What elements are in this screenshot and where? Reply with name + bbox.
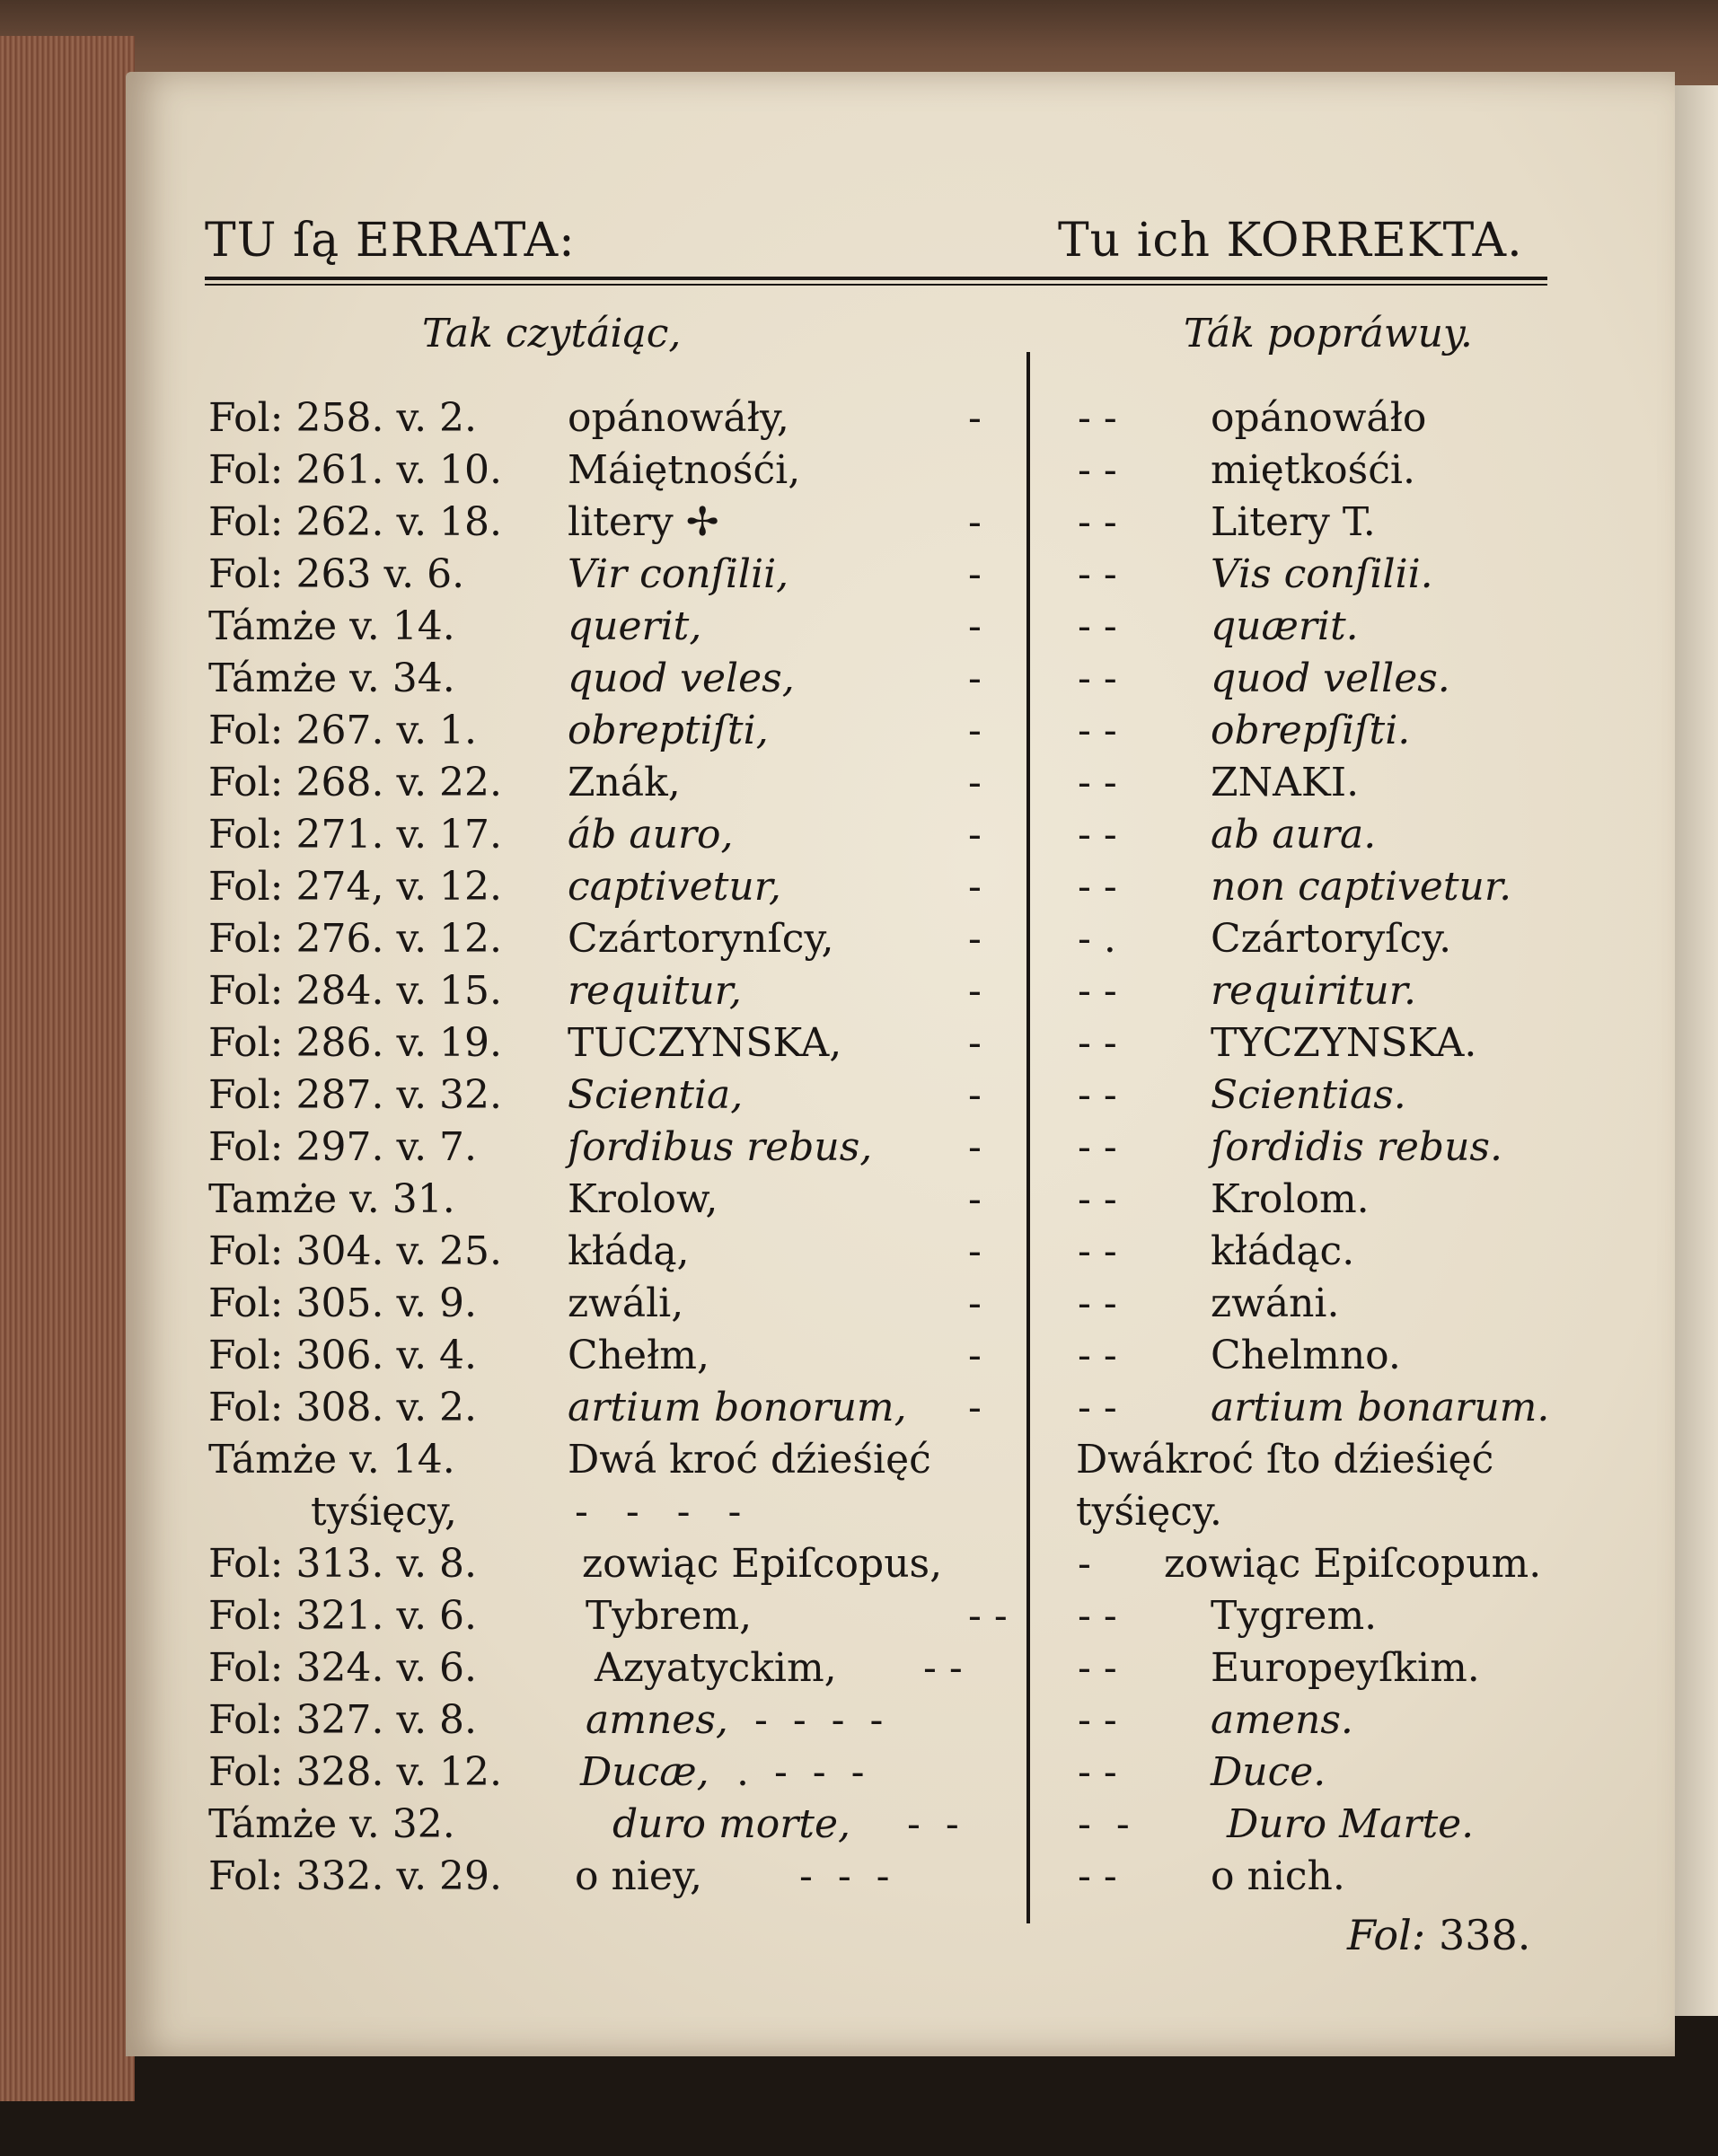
dash: -: [968, 916, 982, 962]
ref: Fol: 263 v. 6.: [208, 551, 465, 597]
errata-row: [0, 447, 1718, 499]
error-text: TUCZYNSKA,: [568, 1020, 842, 1066]
dash: - -: [1078, 812, 1117, 858]
errata-row: [0, 1697, 1718, 1749]
correction-text: Litery T.: [1211, 499, 1376, 545]
error-text: Znák,: [568, 760, 681, 805]
dash: -: [968, 1124, 982, 1170]
errata-row: [0, 656, 1718, 708]
dash: - -: [1078, 551, 1117, 597]
correction-text: requiritur.: [1211, 968, 1416, 1014]
dash: - -: [1078, 708, 1117, 753]
dash: - -: [1078, 1593, 1117, 1639]
header-errata: TU ſą ERRATA:: [205, 214, 576, 268]
dash: - -: [1078, 1697, 1117, 1743]
ref: Fol: 332. v. 29.: [208, 1853, 503, 1899]
dash: - -: [1078, 656, 1117, 701]
correction-text: Czártoryſcy.: [1211, 916, 1452, 962]
ref: Fol: 284. v. 15.: [208, 968, 503, 1014]
ref: Fol: 262. v. 18.: [208, 499, 503, 545]
correction-text: Tygrem.: [1211, 1593, 1378, 1639]
correction-text: TYCZYNSKA.: [1211, 1020, 1477, 1066]
correction-text: quærit.: [1211, 603, 1359, 649]
ref: Támże v. 14.: [208, 603, 455, 649]
dash: -: [968, 812, 982, 858]
ref: Fol: 313. v. 8.: [208, 1541, 478, 1587]
errata-row: [0, 603, 1718, 656]
dash: - -: [1078, 1020, 1117, 1066]
ref: Fol: 287. v. 32.: [208, 1072, 503, 1118]
correction-text-line2: tyśięcy.: [1076, 1489, 1222, 1535]
dash: - -: [1078, 1749, 1117, 1795]
dash: - -: [1078, 1072, 1117, 1118]
ref: Fol: 276. v. 12.: [208, 916, 503, 962]
errata-row: [0, 1541, 1718, 1593]
errata-row: [0, 1593, 1718, 1645]
dash: - .: [1078, 916, 1116, 962]
dash: -: [968, 968, 982, 1014]
subheader-read: Tak czytáiąc,: [422, 311, 682, 356]
dash: - -: [968, 1593, 1008, 1639]
correction-text: ZNAKI.: [1211, 760, 1360, 805]
errata-row: [0, 1176, 1718, 1228]
errata-row: [0, 760, 1718, 812]
ref: Fol: 271. v. 17.: [208, 812, 503, 858]
header-korrekta: Tu ich KORREKTA.: [1058, 214, 1523, 268]
error-text: Azyatyckim,: [595, 1645, 837, 1691]
dash: -: [968, 499, 982, 545]
ref: Fol: 261. v. 10.: [208, 447, 503, 493]
ref: Fol: 321. v. 6.: [208, 1593, 478, 1639]
error-text: Krolow,: [568, 1176, 718, 1222]
errata-row: [0, 812, 1718, 864]
dash: -: [968, 1020, 982, 1066]
dash: -: [968, 395, 982, 441]
catchword: [1347, 1911, 1530, 1959]
errata-row: [0, 551, 1718, 603]
dash: - -: [1078, 1333, 1117, 1378]
error-text: litery ✢: [568, 499, 719, 545]
subheader-correct: Ták popráwuy.: [1184, 311, 1473, 356]
dash: -: [968, 656, 982, 701]
catchword-label: Fol:: [1347, 1911, 1426, 1959]
dash: - -: [1078, 1280, 1117, 1326]
ref: Fol: 306. v. 4.: [208, 1333, 478, 1378]
errata-row: [0, 1020, 1718, 1072]
errata-row: [0, 916, 1718, 968]
correction-text: Europeyſkim.: [1211, 1645, 1480, 1691]
dash: . - - -: [736, 1749, 865, 1795]
dash: - -: [1078, 864, 1117, 910]
errata-row: [0, 968, 1718, 1020]
header-rule: [205, 277, 1547, 280]
correction-text: o nich.: [1211, 1853, 1345, 1899]
error-text-line1: Dwá kroć dźieśięć: [568, 1437, 931, 1483]
ref: Fol: 305. v. 9.: [208, 1280, 478, 1326]
dash: - - - -: [575, 1489, 742, 1535]
errata-row: [0, 864, 1718, 916]
dash: - - -: [799, 1853, 890, 1899]
error-text: querit,: [568, 603, 702, 649]
dash: - -: [923, 1645, 963, 1691]
errata-row: [0, 1853, 1718, 1905]
dash: - -: [1078, 1124, 1117, 1170]
error-text: ſordibus rebus,: [568, 1124, 873, 1170]
header-rule-thin: [205, 284, 1547, 286]
correction-text: quod velles.: [1211, 656, 1450, 701]
dash: - -: [1078, 499, 1117, 545]
error-text: opánowáły,: [568, 395, 789, 441]
error-text: zowiąc Epiſcopus,: [582, 1541, 943, 1587]
ref: Támże v. 34.: [208, 656, 455, 701]
error-text: obreptiſti,: [568, 708, 769, 753]
ref: Támże v. 32.: [208, 1801, 455, 1847]
errata-row: [0, 1645, 1718, 1697]
dash: - - - -: [754, 1697, 884, 1743]
dash: -: [968, 1228, 982, 1274]
correction-text: opánowáło: [1211, 395, 1427, 441]
dash: -: [968, 760, 982, 805]
correction-text: Duro Marte.: [1227, 1801, 1475, 1847]
errata-row: [0, 499, 1718, 551]
errata-row: [0, 1385, 1718, 1437]
error-text: zwáli,: [568, 1280, 684, 1326]
error-text: amnes,: [586, 1697, 728, 1743]
errata-row: [0, 708, 1718, 760]
correction-text: zowiąc Epiſcopum.: [1164, 1541, 1542, 1587]
ref: Fol: 324. v. 6.: [208, 1645, 478, 1691]
correction-text: ab aura.: [1211, 812, 1377, 858]
ref: Tamże v. 31.: [208, 1176, 455, 1222]
error-text: Scientia,: [568, 1072, 744, 1118]
errata-row: [0, 1333, 1718, 1385]
dash: -: [968, 1385, 982, 1430]
error-text: Ducæ,: [580, 1749, 709, 1795]
correction-text: Vis conſilii.: [1211, 551, 1433, 597]
correction-text: ſordidis rebus.: [1211, 1124, 1502, 1170]
dash: - -: [1078, 603, 1117, 649]
dash: - -: [1078, 1801, 1130, 1847]
errata-row: [0, 395, 1718, 447]
errata-row: [0, 1072, 1718, 1124]
error-text: duro morte,: [612, 1801, 850, 1847]
errata-row-special-cont: [0, 1489, 1718, 1541]
dash: - -: [907, 1801, 959, 1847]
errata-row: [0, 1228, 1718, 1280]
dash: - -: [1078, 1853, 1117, 1899]
dash: - -: [1078, 395, 1117, 441]
dash: -: [1078, 1541, 1091, 1587]
dash: -: [968, 864, 982, 910]
correction-text-line1: Dwákroć ſto dźieśięć: [1076, 1437, 1494, 1483]
dash: - -: [1078, 760, 1117, 805]
dash: -: [968, 708, 982, 753]
error-text: Vir conſilii,: [568, 551, 789, 597]
ref: Fol: 268. v. 22.: [208, 760, 503, 805]
ref: Fol: 328. v. 12.: [208, 1749, 503, 1795]
correction-text: kłádąc.: [1211, 1228, 1355, 1274]
dash: -: [968, 603, 982, 649]
correction-text: Krolom.: [1211, 1176, 1370, 1222]
errata-row: [0, 1280, 1718, 1333]
correction-text: zwáni.: [1211, 1280, 1340, 1326]
ref: Támże v. 14.: [208, 1437, 455, 1483]
error-text: Chełm,: [568, 1333, 710, 1378]
correction-text: obrepſiſti.: [1211, 708, 1411, 753]
dash: -: [968, 1280, 982, 1326]
errata-row: [0, 1749, 1718, 1801]
error-text: áb auro,: [568, 812, 734, 858]
correction-text: Scientias.: [1211, 1072, 1406, 1118]
error-text: captivetur,: [568, 864, 781, 910]
ref: Fol: 327. v. 8.: [208, 1697, 478, 1743]
errata-row: [0, 1124, 1718, 1176]
ref: Fol: 274, v. 12.: [208, 864, 503, 910]
dash: - -: [1078, 968, 1117, 1014]
dash: - -: [1078, 1228, 1117, 1274]
dash: -: [968, 551, 982, 597]
dash: - -: [1078, 1176, 1117, 1222]
error-text: requitur,: [568, 968, 742, 1014]
correction-text: non captivetur.: [1211, 864, 1512, 910]
ref: Fol: 304. v. 25.: [208, 1228, 503, 1274]
dash: -: [968, 1333, 982, 1378]
ref: Fol: 297. v. 7.: [208, 1124, 478, 1170]
ref: Fol: 267. v. 1.: [208, 708, 478, 753]
error-text: quod veles,: [568, 656, 795, 701]
error-text-line2: tyśięcy,: [311, 1489, 457, 1535]
dash: - -: [1078, 447, 1117, 493]
correction-text: Duce.: [1211, 1749, 1326, 1795]
dash: - -: [1078, 1385, 1117, 1430]
error-text: Czártorynſcy,: [568, 916, 834, 962]
error-text: o niey,: [575, 1853, 702, 1899]
dash: -: [968, 1072, 982, 1118]
ref: Fol: 258. v. 2.: [208, 395, 478, 441]
correction-text: artium bonarum.: [1211, 1385, 1550, 1430]
dash: - -: [1078, 1645, 1117, 1691]
ref: Fol: 286. v. 19.: [208, 1020, 503, 1066]
correction-text: Chelmno.: [1211, 1333, 1401, 1378]
correction-text: amens.: [1211, 1697, 1353, 1743]
dash: -: [968, 1176, 982, 1222]
error-text: kłádą,: [568, 1228, 690, 1274]
ref: Fol: 308. v. 2.: [208, 1385, 478, 1430]
error-text: Tybrem,: [586, 1593, 753, 1639]
errata-row: [0, 1801, 1718, 1853]
error-text: artium bonorum,: [568, 1385, 907, 1430]
correction-text: miętkośći.: [1211, 447, 1415, 493]
catchword-number: 338.: [1438, 1911, 1531, 1959]
error-text: Máiętnośći,: [568, 447, 801, 493]
